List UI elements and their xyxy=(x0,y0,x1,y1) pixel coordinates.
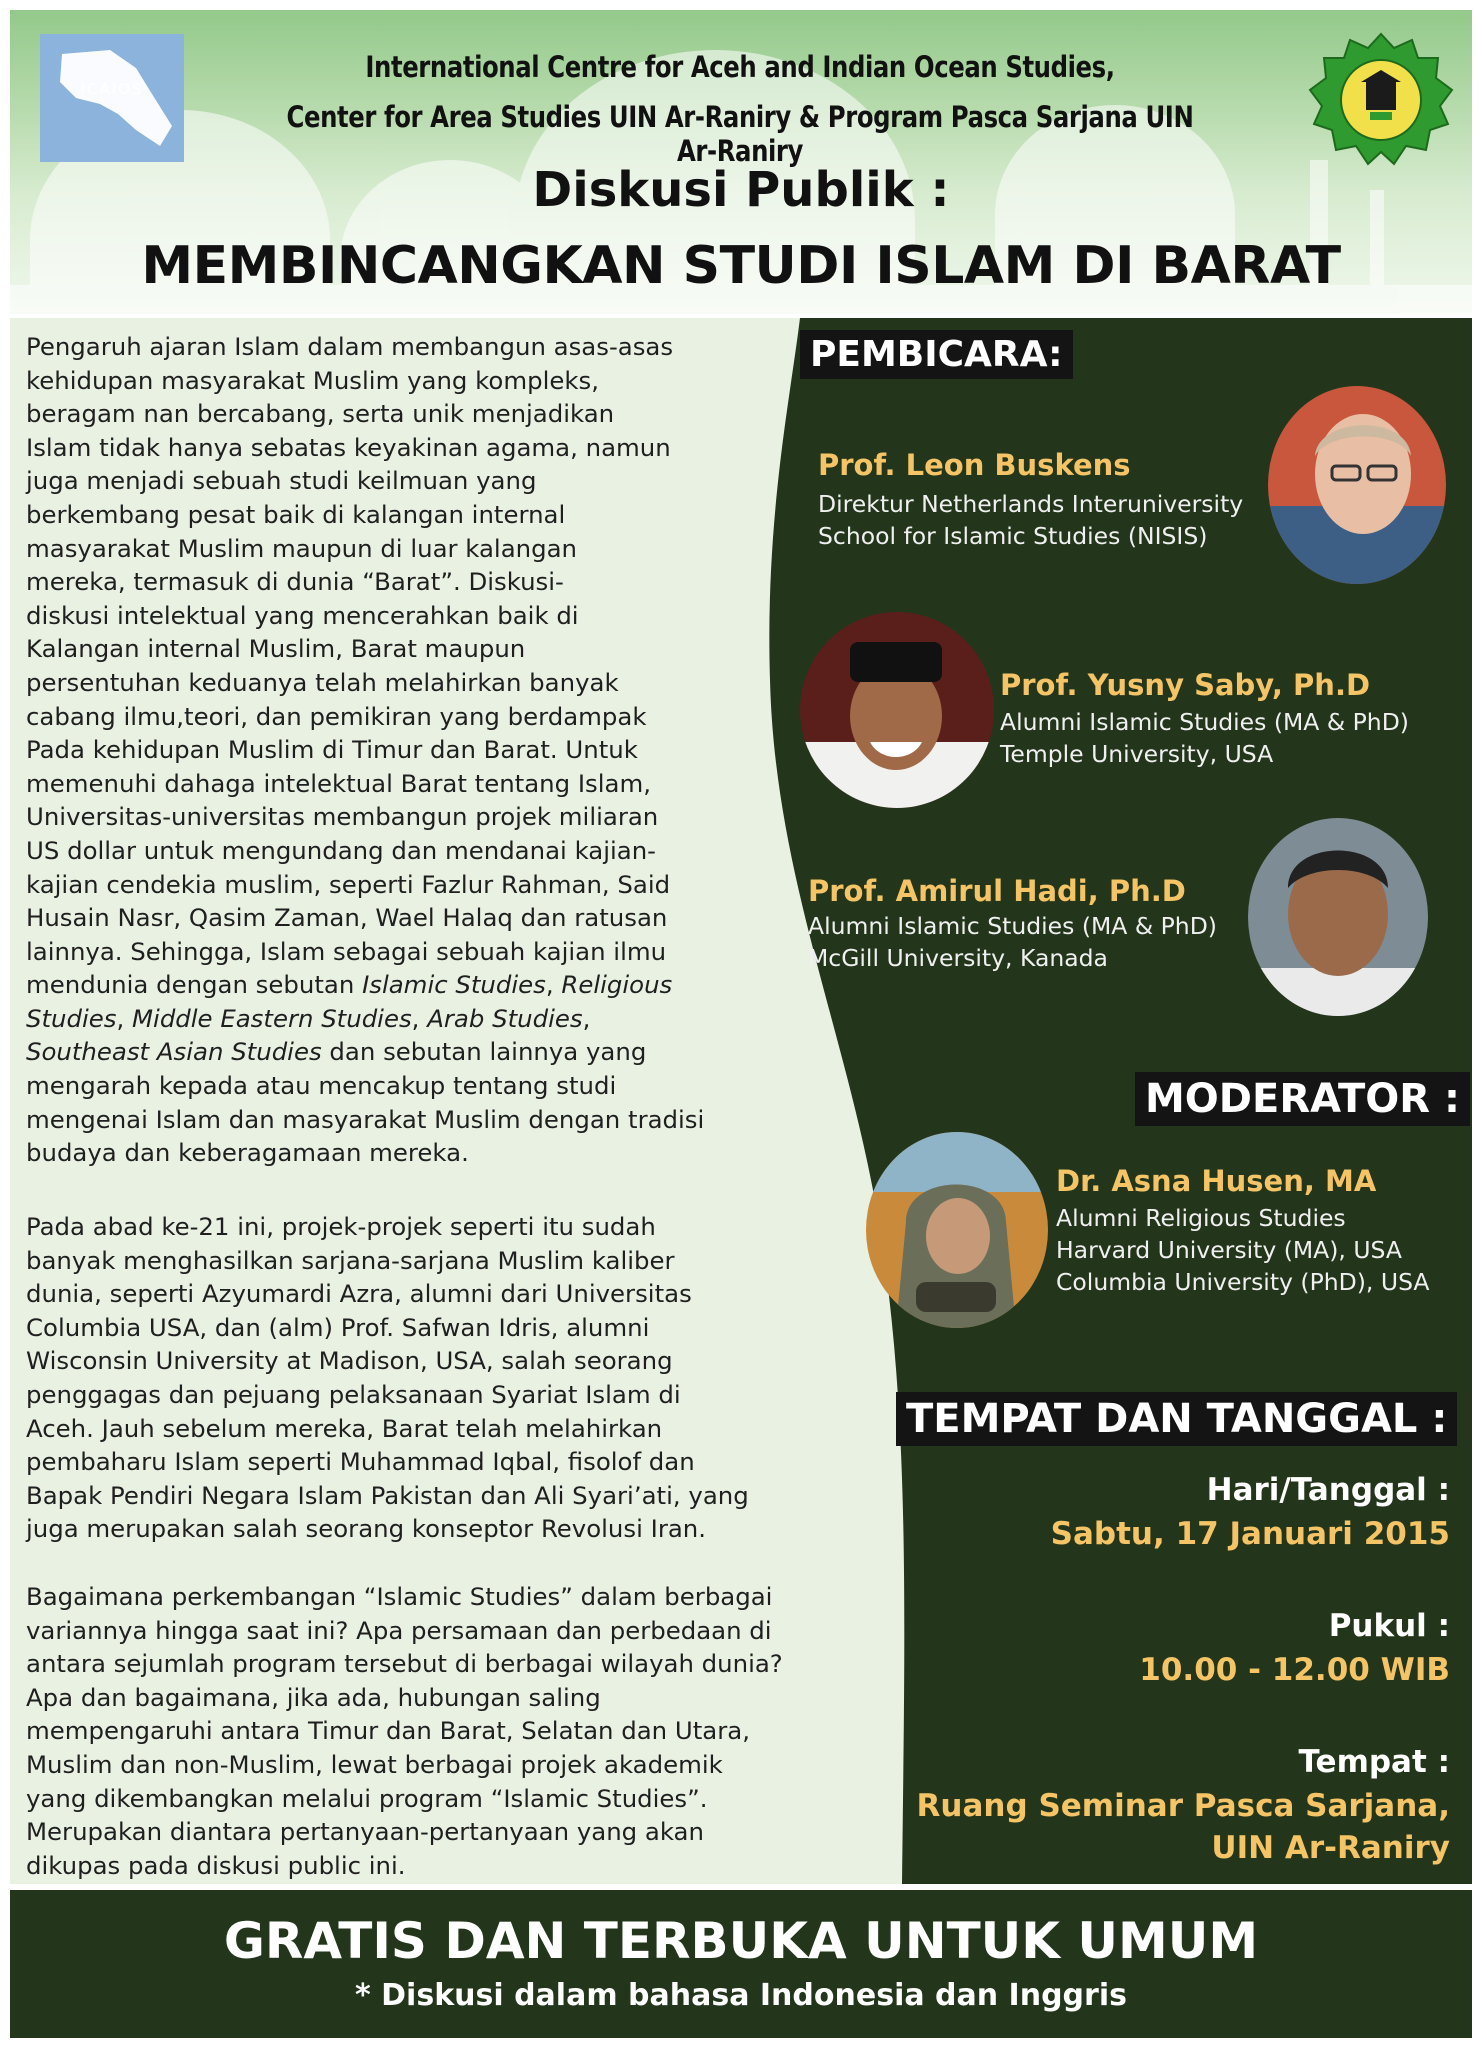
event-type-title: Diskusi Publik : xyxy=(532,162,950,218)
description-line: kehidupan masyarakat Muslim yang kompleks, xyxy=(26,365,599,395)
time-value: 10.00 - 12.00 WIB xyxy=(1139,1652,1450,1688)
speaker-detail: McGill University, Kanada xyxy=(808,944,1108,972)
description-line: Pengaruh ajaran Islam dalam membangun asas-asas xyxy=(26,332,674,361)
description-line: mengenai Islam dan masyarakat Muslim dengan tradisi xyxy=(26,1104,705,1134)
icaios-logo-text: ICAIOS xyxy=(80,80,144,98)
description-line: dunia, seperti Azyumardi Azra, alumni dari Universitas xyxy=(26,1279,692,1309)
description-paragraph-3 xyxy=(26,1580,783,1882)
speaker-detail: School for Islamic Studies (NISIS) xyxy=(818,522,1208,550)
speaker-name: Prof. Amirul Hadi, Ph.D xyxy=(808,874,1186,908)
description-line: Aceh. Jauh sebelum mereka, Barat telah melahirkan xyxy=(26,1413,663,1443)
description-line: Pada abad ke-21 ini, projek-projek seperti itu sudah xyxy=(26,1212,656,1241)
speaker-photo-amirul-hadi-icon xyxy=(1248,818,1428,1016)
description-line: yang dikembangkan melalui program “Islamic Studies”. xyxy=(26,1783,708,1813)
description-line: mengarah kepada atau mencakup tentang studi xyxy=(26,1071,617,1101)
description-line: Bagaimana perkembangan “Islamic Studies” dalam berbagai xyxy=(26,1582,773,1611)
description-line: Islam tidak hanya sebatas keyakinan agama, namun xyxy=(26,432,671,462)
moderator-detail: Harvard University (MA), USA xyxy=(1056,1236,1402,1264)
description-line: Apa dan bagaimana, jika ada, hubungan saling xyxy=(26,1682,601,1712)
description-line: antara sejumlah program tersebut di berbagai wilayah dunia? xyxy=(26,1649,783,1679)
date-label: Hari/Tanggal : xyxy=(1206,1472,1450,1508)
speaker-photo-leon-buskens-icon xyxy=(1268,386,1446,584)
description-line: banyak menghasilkan sarjana-sarjana Muslim kaliber xyxy=(26,1245,675,1275)
description-line: memenuhi dahaga intelektual Barat tentang Islam, xyxy=(26,768,651,798)
description-line: Kalangan internal Muslim, Barat maupun xyxy=(26,634,526,664)
speaker-detail: Temple University, USA xyxy=(1000,740,1274,768)
description-line-italic xyxy=(26,968,704,1002)
description-line: masyarakat Muslim maupun di luar kalangan xyxy=(26,533,578,563)
speaker-name: Prof. Leon Buskens xyxy=(818,448,1131,482)
organizer-line-1: International Centre for Aceh and Indian Ocean Studies, xyxy=(365,50,1115,84)
speakers-heading: PEMBICARA: xyxy=(800,330,1073,379)
description-line: Wisconsin University at Madison, USA, salah seorang xyxy=(26,1346,673,1376)
free-admission-text: GRATIS DAN TERBUKA UNTUK UMUM xyxy=(223,1912,1259,1970)
moderator-detail: Alumni Religious Studies xyxy=(1056,1204,1346,1232)
speaker-detail: Alumni Islamic Studies (MA & PhD) xyxy=(1000,708,1409,736)
description-italic-term: Middle Eastern Studies xyxy=(132,1003,412,1033)
description-text: , xyxy=(411,1003,428,1033)
moderator-photo-asna-husen-icon xyxy=(866,1132,1048,1328)
place-value-line-2: UIN Ar-Raniry xyxy=(1211,1830,1450,1866)
description-line: budaya dan keberagamaan mereka. xyxy=(26,1138,469,1168)
description-line: Pada kehidupan Muslim di Timur dan Barat. Untuk xyxy=(26,735,638,765)
description-text: dan sebutan lainnya yang xyxy=(321,1037,647,1067)
description-line: Merupakan diantara pertanyaan-pertanyaan yang akan xyxy=(26,1817,704,1847)
description-line: berkembang pesat baik di kalangan internal xyxy=(26,499,566,529)
language-note: * Diskusi dalam bahasa Indonesia dan Inggris xyxy=(355,1978,1127,2013)
moderator-name: Dr. Asna Husen, MA xyxy=(1056,1164,1377,1198)
description-paragraph-1 xyxy=(26,330,704,1170)
date-value: Sabtu, 17 Januari 2015 xyxy=(1050,1516,1450,1552)
description-line-italic xyxy=(26,1002,704,1036)
description-italic-term: Islamic Studies xyxy=(362,970,546,1000)
description-italic-term: Religious xyxy=(561,970,673,1000)
speaker-photo-yusny-saby-icon xyxy=(800,612,994,808)
description-line: Muslim dan non-Muslim, lewat berbagai projek akademik xyxy=(26,1749,723,1779)
venue-heading: TEMPAT DAN TANGGAL : xyxy=(896,1392,1457,1446)
description-line: Columbia USA, dan (alm) Prof. Safwan Idris, alumni xyxy=(26,1312,650,1342)
description-line: Universitas-universitas membangun projek miliaran xyxy=(26,802,659,832)
description-line: cabang ilmu,teori, dan pemikiran yang berdampak xyxy=(26,701,647,731)
moderator-detail: Columbia University (PhD), USA xyxy=(1056,1268,1430,1296)
description-line: variannya hingga saat ini? Apa persamaan dan perbedaan di xyxy=(26,1615,772,1645)
description-text: , xyxy=(545,970,562,1000)
description-line: Bapak Pendiri Negara Islam Pakistan dan Ali Syari’ati, yang xyxy=(26,1480,749,1510)
description-line: diskusi intelektual yang mencerahkan baik di xyxy=(26,600,579,630)
time-label: Pukul : xyxy=(1328,1608,1450,1644)
description-line-italic xyxy=(26,1035,704,1069)
speaker-name: Prof. Yusny Saby, Ph.D xyxy=(1000,668,1371,702)
speaker-detail: Alumni Islamic Studies (MA & PhD) xyxy=(808,912,1217,940)
place-label: Tempat : xyxy=(1298,1744,1450,1780)
description-text: mendunia dengan sebutan xyxy=(26,970,363,1000)
speaker-detail: Direktur Netherlands Interuniversity xyxy=(818,490,1244,518)
description-italic-term: Studies xyxy=(26,1003,117,1033)
description-italic-term: Arab Studies xyxy=(427,1003,583,1033)
description-line: kajian cendekia muslim, seperti Fazlur Rahman, Said xyxy=(26,869,671,899)
description-line: juga menjadi sebuah studi keilmuan yang xyxy=(26,466,537,496)
description-line: pembaharu Islam seperti Muhammad Iqbal, fisolof dan xyxy=(26,1447,695,1477)
description-line: US dollar untuk mengundang dan mendanai kajian- xyxy=(26,835,656,865)
description-line: juga merupakan salah seorang konseptor Revolusi Iran. xyxy=(26,1514,707,1544)
moderator-heading: MODERATOR : xyxy=(1135,1072,1470,1126)
place-value-line-1: Ruang Seminar Pasca Sarjana, xyxy=(916,1788,1450,1824)
description-italic-term: Southeast Asian Studies xyxy=(26,1037,322,1067)
description-text: , xyxy=(582,1003,591,1033)
description-line: penggagas dan pejuang pelaksanaan Syariat Islam di xyxy=(26,1379,681,1409)
description-line: persentuhan keduanya telah melahirkan banyak xyxy=(26,667,619,697)
description-line: beragam nan bercabang, serta unik menjadikan xyxy=(26,399,615,429)
description-line: Husain Nasr, Qasim Zaman, Wael Halaq dan ratusan xyxy=(26,903,668,933)
description-paragraph-2 xyxy=(26,1210,749,1546)
description-line: mereka, termasuk di dunia “Barat”. Diskusi- xyxy=(26,567,564,597)
description-line: lainnya. Sehingga, Islam sebagai sebuah kajian ilmu xyxy=(26,936,667,966)
organizer-line-2: Center for Area Studies UIN Ar-Raniry & Program Pasca Sarjana UIN Ar-Raniry xyxy=(286,100,1194,168)
description-line: dikupas pada diskusi public ini. xyxy=(26,1850,406,1880)
description-text: , xyxy=(116,1003,132,1033)
description-line: mempengaruhi antara Timur dan Barat, Selatan dan Utara, xyxy=(26,1716,750,1746)
event-main-title: MEMBINCANGKAN STUDI ISLAM DI BARAT xyxy=(141,236,1341,296)
